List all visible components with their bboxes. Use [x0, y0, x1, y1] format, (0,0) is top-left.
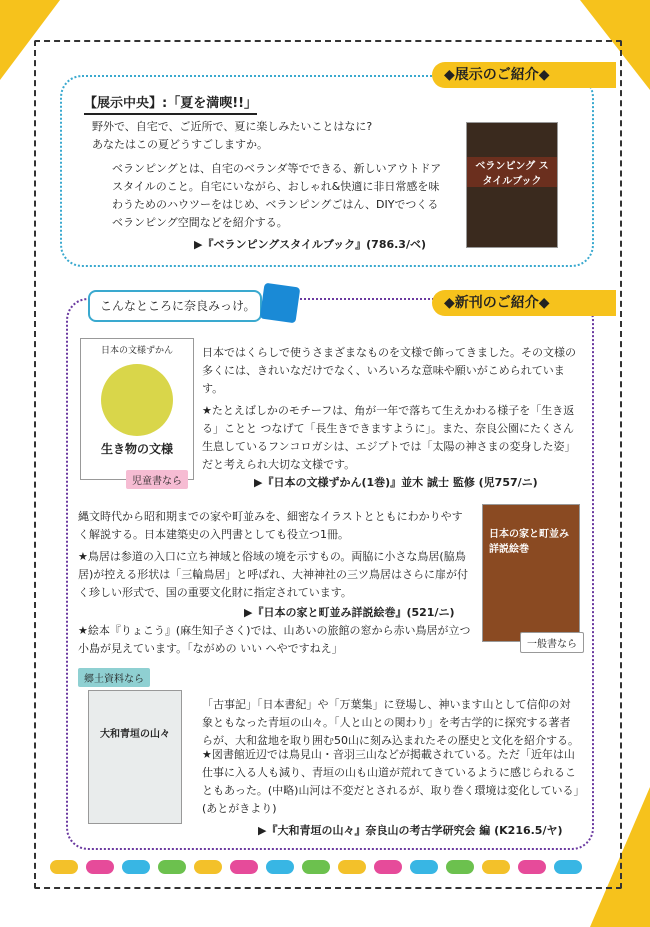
fish-icon — [302, 860, 330, 874]
book2-reference: ▶『日本の家と町並み詳説絵巻』(521/ニ) — [244, 606, 455, 619]
fish-icon — [374, 860, 402, 874]
fish-icon — [50, 860, 78, 874]
book1-cover — [80, 338, 194, 480]
exhibit-title: 【展示中央】:「夏を満喫!!」 — [84, 92, 257, 115]
fish-icon — [266, 860, 294, 874]
book1-title: 生き物の文様 — [100, 442, 173, 456]
fish-icon — [410, 860, 438, 874]
book3-tag: 郷土資料なら — [78, 668, 150, 687]
book3-title: 大和青垣の山々 — [100, 729, 170, 740]
fish-icon — [122, 860, 150, 874]
fish-icon — [482, 860, 510, 874]
fish-icon — [554, 860, 582, 874]
nara-bubble: こんなところに奈良みっけ。 — [88, 290, 262, 322]
book3-description: 「古事記」「日本書紀」や「万葉集」に登場し、神います山として信仰の対象ともなった青垣の山々。「人と山との関わり」を考古学的に探究する著者らが、大和盆地を取り囲む50山に刻み込まれたその歴史と文化を紹介する。 — [202, 698, 579, 747]
book2-title: 日本の家と町並み詳説絵巻 — [489, 529, 569, 555]
book3-note: ★図書館近辺では鳥見山・音羽三山などが掲載されている。ただ「近年は山仕事に入る人も減り、青垣の山も山道が荒れてきているように感じられることもあった。(中略)山河は不変だとされるが、取り巻く環境は変化している」(あとがきより) — [202, 748, 579, 815]
book1-reference: ▶『日本の文様ずかん(1巻)』並木 誠士 監修 (児757/ニ) — [254, 476, 538, 489]
exhibit-intro-line2: あなたはこの夏どうすごしますか。 — [92, 138, 268, 151]
exhibit-book-title: ベランピング スタイルブック — [467, 157, 557, 187]
fish-icon — [86, 860, 114, 874]
book1-note: ★たとえばしかのモチーフは、角が一年で落ちて生えかわる様子を「生き返る」ことと つなげて「長生きできますように」。また、奈良公園にたくさん生息しているフンコロガシは、エジプトでは「太陽の神さまの変身した姿」だと考えられ大切な文様です。 — [202, 404, 576, 471]
fish-icon — [446, 860, 474, 874]
ice-flag-icon — [260, 283, 301, 324]
exhibit-ribbon: ◆展示のご紹介◆ — [432, 62, 616, 88]
book1-series: 日本の文様ずかん — [100, 346, 173, 356]
fish-icon — [338, 860, 366, 874]
book2-note: ★鳥居は参道の入口に立ち神域と俗域の境を示すもの。両脇に小さな鳥居(脇鳥居)が控える形状は「三輪鳥居」と呼ばれ、大神神社の三ツ鳥居はさらに扉が付く珍しい形式で、国の重要文化財に指定されています。 — [78, 550, 468, 599]
exhibit-body: ベランピングとは、自宅のベランダ等でできる、新しいアウトドアスタイルのこと。自宅にいながら、おしゃれ&快適に非日常感を味わうためのハウツーをはじめ、ベランピングごはん、DIYでつくるベランピング空間などを紹介する。 — [112, 162, 442, 229]
book1-description: 日本ではくらしで使うさまざまなものを文様で飾ってきました。その文様の多くには、きれいなだけでなく、いろいろな意味や願いがこめられています。 — [202, 346, 576, 395]
fish-icon — [158, 860, 186, 874]
book2-description: 縄文時代から昭和期までの家や町並みを、細密なイラストとともにわかりやすく解説する。日本建築史の入門書としても役立つ1冊。 — [78, 510, 463, 541]
book1-tag: 児童書なら — [126, 470, 188, 489]
new-books-ribbon: ◆新刊のご紹介◆ — [432, 290, 616, 316]
book3-reference: ▶『大和青垣の山々』奈良山の考古学研究会 編 (K216.5/ヤ) — [258, 824, 563, 837]
fish-icon — [194, 860, 222, 874]
exhibit-book-cover — [466, 122, 558, 248]
exhibit-reference: ▶『ベランピングスタイルブック』(786.3/ベ) — [194, 238, 427, 251]
fish-icon — [518, 860, 546, 874]
book3-cover — [88, 690, 182, 824]
book1-emblem-icon — [101, 364, 173, 436]
fish-icon — [230, 860, 258, 874]
book2-cover — [482, 504, 580, 642]
exhibit-intro-line1: 野外で、自宅で、ご近所で、夏に楽しみたいことはなに? — [92, 120, 373, 133]
book2-note2: ★絵本『りょこう』(麻生知子さく)では、山あいの旅館の窓から赤い鳥居が立つ小島が見えています。「ながめの いい へやですねえ」 — [78, 624, 471, 655]
book2-tag: 一般書なら — [520, 632, 584, 653]
